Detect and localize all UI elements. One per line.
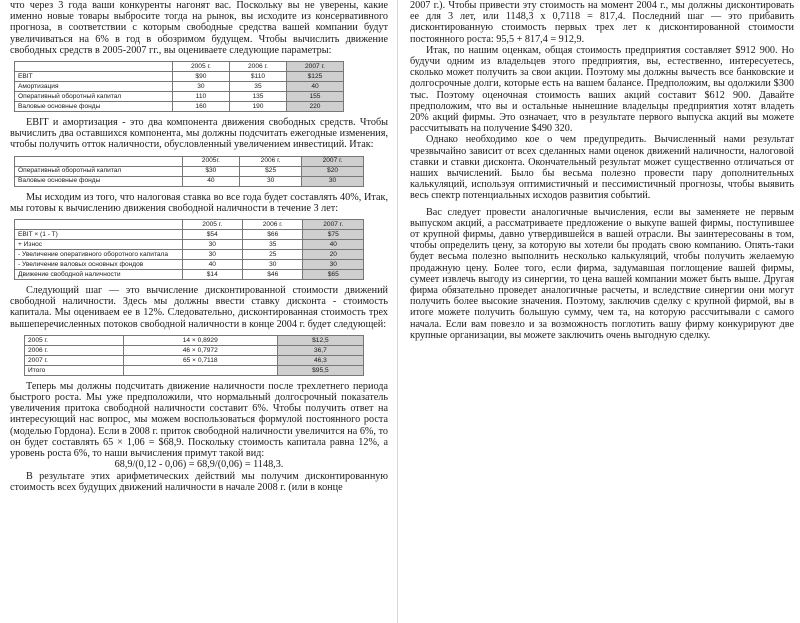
table-row (25, 355, 364, 365)
gordon-formula: 68,9/(0,12 - 0,06) = 68,9/(0,06) = 1148,3. (114, 459, 284, 471)
table-cell: Оперативный оборотный капитал (15, 166, 183, 176)
table-row (25, 335, 364, 345)
table-cell: 25 (243, 250, 303, 260)
table-cell: 30 (172, 82, 229, 92)
table-header-row (15, 220, 364, 230)
table-cell: 30 (303, 260, 364, 270)
table-row (15, 102, 344, 112)
column-header (15, 220, 183, 230)
table-cell: 40 (303, 240, 364, 250)
table-row (15, 240, 364, 250)
discounted-value-table (24, 335, 364, 376)
table-row (25, 345, 364, 355)
column-header: 2006 г. (229, 62, 286, 72)
left-paragraph-6: В результате этих арифметических действий мы получим дисконтированную стоимость всех будущих движений наличности в начале 2008 г. (или в конце (10, 471, 388, 494)
table-cell: $75 (303, 230, 364, 240)
table-row (15, 82, 344, 92)
table-row (15, 166, 364, 176)
table-cell: 35 (243, 240, 303, 250)
table-cell: $14 (182, 270, 242, 280)
table-cell: 40 (182, 176, 240, 186)
table-cell: $110 (229, 72, 286, 82)
column-header: 2007 г. (303, 220, 364, 230)
table-cell: $25 (240, 166, 302, 176)
free-cash-flow-table (14, 219, 364, 280)
table-row (15, 176, 364, 186)
table-row (15, 270, 364, 280)
column-header: 2005 г. (182, 220, 242, 230)
column-header (15, 62, 173, 72)
ebit-table (14, 61, 344, 112)
table-row (15, 92, 344, 102)
page-gutter (397, 0, 398, 623)
right-paragraph-2: Итак, по нашим оценкам, общая стоимость предприятия составляет $912 900. Но будучи одним из владельцев этого предприятия, вы, естественно, интересуетесь, сколько может получить за свои акции. Поэтому мы должны вычесть все банковские и долгосрочные долги, которые есть на вашем балансе. Предположим, вы одолжили $300 тыс. Поэтому оценочная стоимость ваших акций составит $612 900. Давайте предположим, что вы и остальные нынешние владельцы предприятия хотят владеть 20% акций фирмы. Это означает, что в результате первого выпуска акций вы можете рассчитывать на получение $490 320. (410, 44, 794, 135)
table-cell: 190 (229, 102, 286, 112)
table-cell: 2005 г. (25, 335, 124, 345)
column-header (15, 156, 183, 166)
table-cell: $66 (243, 230, 303, 240)
table-cell: $20 (302, 166, 364, 176)
table-cell: $30 (182, 166, 240, 176)
left-paragraph-2: EBIT и амортизация - это два компонента движения свободных средств. Чтобы вычислить два оставшихся компонента, мы должны подсчитать ежегодные изменения, чтобы получить отток наличности, обусловленный увеличением инвестиций. Итак: (10, 117, 388, 151)
table-cell: 40 (182, 260, 242, 270)
table-row (15, 72, 344, 82)
table-cell: $46 (243, 270, 303, 280)
table-cell: 40 (286, 82, 343, 92)
table-cell: Амортизация (15, 82, 173, 92)
left-paragraph-3: Мы исходим из того, что налоговая ставка во все года будет составлять 40%, Итак, мы готовы к вычислению движения свободной наличности в течение 3 лет: (10, 191, 388, 214)
table-cell: Валовые основные фонды (15, 102, 173, 112)
right-page (404, 0, 800, 623)
table-cell: 46,3 (277, 355, 363, 365)
table-cell: $12,5 (277, 335, 363, 345)
table-row (15, 230, 364, 240)
table-cell: + Износ (15, 240, 183, 250)
table-cell: 30 (302, 176, 364, 186)
table-cell: Валовые основные фонды (15, 176, 183, 186)
left-paragraph-1: что через 3 года ваши конкуренты нагонят вас. Поскольку вы не уверены, какие именно новые товары выбросите тогда на рынок, вы исходите из консервативного прогноза, в соответствии с которым свободные средства вашей компании будут увеличиваться на 6% в год в обозримом будущем. Чтобы вычислить движение свободных средств в 2005-2007 гг., вы оцениваете следующие параметры: (10, 0, 388, 56)
column-header: 2007 г. (286, 62, 343, 72)
table-cell: 20 (303, 250, 364, 260)
column-header: 2005г. (182, 156, 240, 166)
table-cell: 135 (229, 92, 286, 102)
table-cell: $54 (182, 230, 242, 240)
table-cell: $125 (286, 72, 343, 82)
column-header: 2007 г. (302, 156, 364, 166)
table-cell: 155 (286, 92, 343, 102)
table-cell: 160 (172, 102, 229, 112)
table-cell: 46 × 0,7972 (123, 345, 277, 355)
table-cell: 30 (182, 250, 242, 260)
column-header: 2006 г. (240, 156, 302, 166)
table-cell: 2007 г. (25, 355, 124, 365)
table-cell: 30 (182, 240, 242, 250)
table-cell: EBIT × (1 - T) (15, 230, 183, 240)
table-cell: 30 (243, 260, 303, 270)
right-paragraph-4: Вас следует провести аналогичные вычисления, если вы заменяете не первым выпуском акций, а рассматриваете предложение о выкупе вашей фирмы, поступившее от крупной фирмы, давно утвердившейся в вашей отрасли. Вы заинтересованы в том, чтобы определить цену, за которую вы хотели бы продать свою компанию. Опять-таки будет весьма полезно выполнить несколько калькуляций, чтобы получить желаемую продажную цену. Более того, если фирма, задумавшая поглощение вашей фирмы, сумеет извлечь выгоду из синергии, то цена вашей компании может быть выше. Другая фирма обязательно проведет аналогичные расчеты, и вследствие синергии они могут получить более высокие значения. Поэтому, заключив сделку с крупной фирмой, вы в итоге можете получить большую сумму, чем та, на которую рассчитывали с самого начала. Если вам повезло и за возможность поглотить вашу фирму конкурируют две крупные организации, вы можете заключить очень выгодную сделку. (410, 206, 794, 341)
right-paragraph-1: 2007 г.). Чтобы привести эту стоимость на момент 2004 г., мы должны дисконтировать ее для 3 лет, или 1148,3 х 0,7118 = 817,4. Последний шаг — это прибавить дисконтированную стоимость первых трех лет к дисконтированной стоимости постоянного роста: 95,5 + 817,4 = 912,9. (410, 0, 794, 45)
table-cell: Оперативный оборотный капитал (15, 92, 173, 102)
table-cell: Движение свободной наличности (15, 270, 183, 280)
table-cell: 2006 г. (25, 345, 124, 355)
column-header: 2006 г. (243, 220, 303, 230)
table-cell: 30 (240, 176, 302, 186)
table-cell: 220 (286, 102, 343, 112)
table-row (15, 260, 364, 270)
table-header-row (15, 62, 344, 72)
left-paragraph-4: Следующий шаг — это вычисление дисконтированной стоимости движений свободной наличности. Здесь мы должны ввести ставку дисконта - стоимость капитала. Мы оцениваем ее в 12%. Следовательно, дисконтированная стоимость трех вышеперечисленных потоков свободной наличности в конце 2004 г. будет следующей: (10, 285, 388, 330)
table-cell: 36,7 (277, 345, 363, 355)
table-row (25, 365, 364, 375)
table-row (15, 250, 364, 260)
right-paragraph-3: Однако необходимо кое о чем предупредить. Вычисленный нами результат чрезвычайно зависит от всех сделанных нами оценок движений наличности, налоговой ставки и ставки дисконта. Окончательный результат может существенно отличаться от наших вычислений. Было бы весьма полезно провести пару дополнительных калькуляций, используя оптимистичный и пессимистичный прогнозы, чтобы выявить весь спектр потенциальных исходов развития событий. (410, 134, 794, 202)
table-header-row (15, 156, 364, 166)
table-cell (123, 365, 277, 375)
investment-change-table (14, 156, 364, 187)
table-cell: Итого (25, 365, 124, 375)
table-cell: 65 × 0,7118 (123, 355, 277, 365)
table-cell: - Увеличение валовых основных фондов (15, 260, 183, 270)
table-cell: 14 × 0,8929 (123, 335, 277, 345)
left-paragraph-5: Теперь мы должны подсчитать движение наличности после трехлетнего периода быстрого роста. Мы уже предположили, что нормальный долгосрочный показатель увеличения притока свободной наличности составит 6%. Чтобы получить ответ на интересующий нас вопрос, мы можем воспользоваться формулой постоянного роста (моделью Гордона). Если в 2008 г. приток свободной наличности увеличится на 6%, то он будет составлять 65 × 1,06 = $68,9. Поскольку стоимость капитала равна 12%, а уровень роста 6%, то наши вычисления примут такой вид: (10, 380, 388, 460)
table-cell: $65 (303, 270, 364, 280)
table-cell: EBIT (15, 72, 173, 82)
table-cell: 35 (229, 82, 286, 92)
table-cell: - Увеличение оперативного оборотного капитала (15, 250, 183, 260)
table-cell: 110 (172, 92, 229, 102)
table-cell: $90 (172, 72, 229, 82)
table-cell: $95,5 (277, 365, 363, 375)
column-header: 2005 г. (172, 62, 229, 72)
left-page (0, 0, 394, 623)
